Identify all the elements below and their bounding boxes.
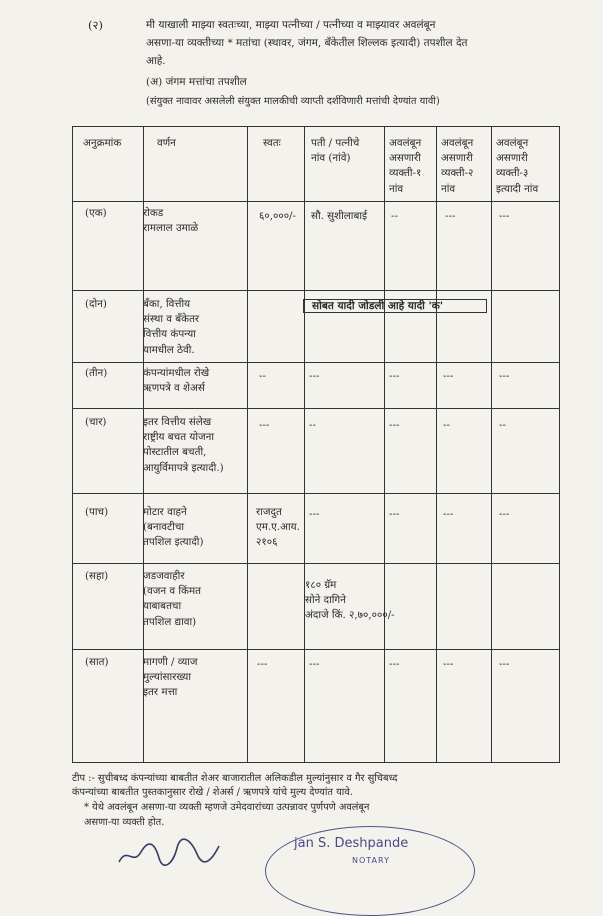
row-6-spouse: १८० ग्रॅम सोने दागिने अंदाजे किं. २,७०,०००/- bbox=[305, 579, 395, 622]
header-serial: अनुक्रमांक bbox=[83, 137, 122, 149]
footer-note-line-1: टीप :- सुचीबध्द कंपन्यांच्या बाबतीत शेअर बाजारातील अलिकडील मुल्यांनुसार व गैर सुचिबध्द bbox=[72, 773, 398, 784]
row-5-spouse: --- bbox=[309, 508, 320, 520]
row-6-serial: (सहा) bbox=[85, 570, 109, 582]
header-self: स्वतः bbox=[263, 137, 281, 149]
row-1-dependent-2: --- bbox=[445, 210, 456, 222]
row-1-description: रोकड रामलाल उमाळे bbox=[143, 207, 199, 235]
row-3-description: कंपन्यांमधील रोखे ऋणपत्रे व शेअर्स bbox=[143, 367, 210, 395]
stamp-title: NOTARY bbox=[352, 856, 390, 865]
row-4-dependent-2: -- bbox=[443, 419, 450, 431]
row-4-serial: (चार) bbox=[85, 416, 107, 428]
row-1-spouse: सौ. सुशीलाबाई bbox=[311, 210, 368, 222]
row-1-dependent-3: --- bbox=[499, 210, 510, 222]
footer-note-line-2: कंपन्यांच्या बाबतीत पुस्तकानुसार रोखे / शेअर्स / ऋणपत्रे यांचे मुल्य देण्यांत यावे. bbox=[72, 787, 353, 798]
header-spouse: पती / पत्नीचे नांव (नांवे) bbox=[311, 137, 360, 165]
signature-icon bbox=[115, 836, 225, 868]
row-2-description: बँका, वित्तीय संस्था व बँकेतर वित्तीय कंपन्या यामधील ठेवी. bbox=[143, 298, 200, 356]
row-4-description: इतर वित्तीय संलेख राष्ट्रीय बचत योजना पोस्टातील बचती, आयुर्विमापत्रे इत्यादी.) bbox=[143, 416, 224, 474]
row-3-dependent-2: --- bbox=[443, 370, 454, 382]
movable-assets-table bbox=[72, 126, 560, 763]
row-4-self: --- bbox=[259, 419, 270, 431]
row-5-description: मोटार वाहने (बनावटीचा तपशिल इत्यादी) bbox=[143, 506, 204, 549]
row-1-serial: (एक) bbox=[85, 207, 107, 219]
header-dependent-1: अवलंबून असणारी व्यक्ती-१ नांव bbox=[389, 137, 422, 195]
row-7-description: मागणी / व्याज मुल्यांसारख्या इतर मत्ता bbox=[143, 656, 198, 699]
row-7-dependent-3: --- bbox=[499, 658, 510, 670]
row-4-dependent-1: --- bbox=[389, 419, 400, 431]
row-3-serial: (तीन) bbox=[85, 367, 108, 379]
header-dependent-3: अवलंबून असणारी व्यक्ती-३ इत्यादी नांव bbox=[496, 137, 539, 195]
header-dependent-2: अवलंबून असणारी व्यक्ती-२ नांव bbox=[441, 137, 474, 195]
heading-note: (संयुक्त नावावर असलेली संयुक्त मालकीची व्याप्ती दर्शविणारी मत्तांची देण्यांत यावी) bbox=[146, 96, 440, 107]
row-1-dependent-1: -- bbox=[391, 210, 398, 222]
row-7-dependent-1: --- bbox=[389, 658, 400, 670]
row-5-serial: (पाच) bbox=[85, 506, 109, 518]
footer-note-line-3: * येथे अवलंबून असणा-या व्यक्ती म्हणजे उमेदवारांच्या उत्पन्नावर पुर्णपणे अवलंबून bbox=[84, 802, 370, 813]
paragraph-line-1: मी याखाली माझ्या स्वतःच्या, माझ्या पत्नीच्या / पत्नीच्या व माझ्यावर अवलंबून bbox=[146, 19, 436, 31]
section-number: (२) bbox=[88, 18, 103, 32]
row-3-dependent-1: --- bbox=[389, 370, 400, 382]
row-7-serial: (सात) bbox=[85, 656, 109, 668]
header-description: वर्णन bbox=[157, 137, 176, 149]
row-7-self: --- bbox=[257, 658, 268, 670]
row-4-spouse: -- bbox=[309, 419, 316, 431]
row-5-dependent-1: --- bbox=[389, 508, 400, 520]
row-5-dependent-2: --- bbox=[443, 508, 454, 520]
row-3-dependent-3: --- bbox=[499, 370, 510, 382]
stamp-name: jan S. Deshpande bbox=[294, 836, 409, 851]
row-7-spouse: --- bbox=[309, 658, 320, 670]
row-6-description: जडजवाहीर (वजन व किंमत याबाबतचा तपशिल द्यावा) bbox=[143, 570, 201, 628]
paragraph-line-2: असणा-या व्यक्तीच्या * मतांचा (स्थावर, जंगम, बँकेतील शिल्लक इत्यादी) तपशील देत bbox=[146, 37, 468, 49]
row-1-self: ६०,०००/- bbox=[259, 210, 296, 222]
row-5-self: राजदुत एम.ए.आय. २१०६ bbox=[256, 506, 300, 549]
row-7-dependent-2: --- bbox=[443, 658, 454, 670]
row-3-self: -- bbox=[259, 370, 266, 382]
row-4-dependent-3: -- bbox=[499, 419, 506, 431]
sub-heading: (अ) जंगम मत्तांचा तपशील bbox=[146, 76, 247, 88]
row-5-dependent-3: --- bbox=[499, 508, 510, 520]
row-3-spouse: --- bbox=[309, 370, 320, 382]
paragraph-line-3: आहे. bbox=[146, 55, 166, 67]
attached-list-note: सोबत यादी जोडली आहे यादी 'क' bbox=[303, 299, 487, 313]
footer-note-line-4: असणा-या व्यक्ती होत. bbox=[84, 817, 165, 828]
row-2-serial: (दोन) bbox=[85, 298, 107, 310]
